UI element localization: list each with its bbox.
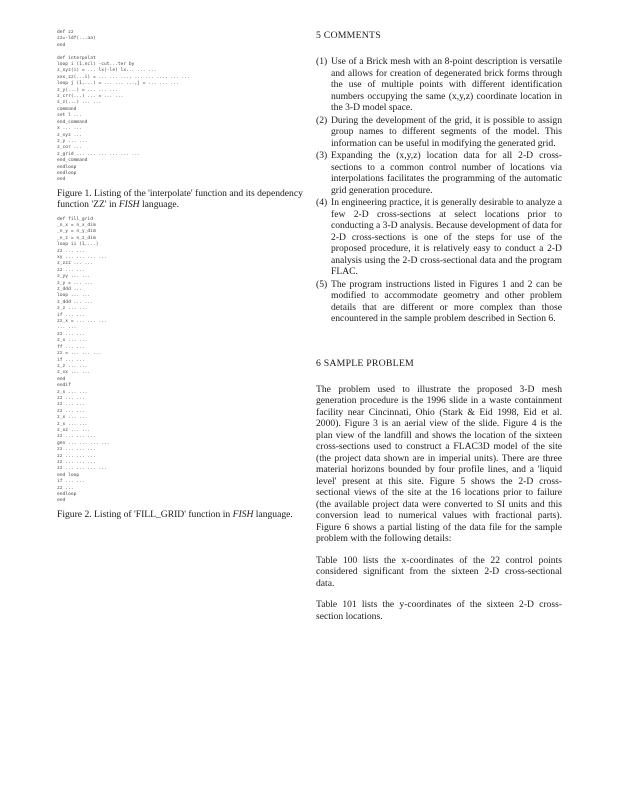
code-line: zz_x = ... ... ... — [57, 319, 107, 325]
comment-number: (3) — [316, 150, 328, 161]
comment-item — [316, 150, 562, 196]
code-line: if ... ... — [57, 479, 85, 485]
comment-number: (2) — [316, 114, 328, 126]
code-line: def fill_grid — [57, 216, 93, 222]
comment-text: Expanding the (x,y,z) location data for all 2-D cross-sections to a common control number of locations via interpolations facilitates the programming of the automatic grid generation procedure. — [331, 150, 562, 196]
code-line: gen ... ... ... ... — [57, 440, 110, 446]
code-line: def interpolat — [57, 55, 96, 61]
code-line: end — [57, 177, 66, 183]
code-line: z_x ... ... — [57, 415, 88, 421]
code-line: z_z ... ... — [57, 363, 88, 369]
code-line: loop i (1,ncl) -cut...ter by — [57, 62, 135, 68]
code-line: z_grid ... ... ... ... ... ... — [57, 151, 140, 157]
code-line: z_xyz(i) = ... lx(-le) lx... ... ... — [57, 68, 157, 74]
code-line: end_command — [57, 158, 88, 164]
comments-list — [316, 56, 562, 325]
comment-number: (1) — [316, 56, 328, 67]
code-line: if ... ... — [57, 312, 85, 318]
code-line: zz ... ... — [57, 331, 85, 337]
code-line: x ... ... — [57, 126, 82, 132]
code-line: _n_z = n_z_dim — [57, 235, 96, 241]
code-line: z_cor ... — [57, 145, 82, 151]
code-line: z_x ... ... — [57, 421, 88, 427]
code-line: zz = ... ... ... — [57, 351, 102, 357]
code-line: ff ... ... — [57, 344, 85, 350]
comment-text: Use of a Brick mesh with an 8-point description is versatile and allows for creation of degenerated brick forms through the use of multiple points with different identification numbers occupying the same (x,y,z) coordinate location in the 3-D model space. — [331, 56, 562, 113]
code-line: z_crr(...) ... = ... ... — [57, 94, 124, 100]
code-line: z_yy ... ... — [57, 274, 91, 280]
comment-text: The program instructions listed in Figures 1 and 2 can be modified to accommodate geometry and other problem details that are different or more complex than those encountered in the sample problem described in Section 6. — [331, 278, 562, 324]
code-line: z_y(...) = ... ... ... — [57, 87, 118, 93]
figure1-code-listing — [57, 30, 311, 184]
code-line: zz ... ... ... — [57, 453, 96, 459]
code-line: if ... ... — [57, 357, 85, 363]
code-line: z_y ... ... — [57, 138, 88, 144]
code-line: _n_x = n_x_dim — [57, 222, 96, 228]
code-line: xy ... ... ... ... — [57, 255, 107, 260]
figure2-caption-language: FISH — [232, 508, 254, 520]
code-line: zz ... ... — [57, 408, 85, 414]
code-line: z_z ... ... — [57, 306, 88, 312]
code-line: endif — [57, 383, 71, 389]
code-line: end — [57, 42, 66, 48]
code-line: loop j (1,...) = ... ... ...,j = ... ... ... — [57, 81, 179, 87]
code-line: z_x ... ... — [57, 389, 88, 395]
comment-item — [316, 115, 562, 150]
figure2-caption — [57, 509, 311, 520]
code-line: zz ... ... — [57, 267, 85, 273]
section6-paragraph-3: Table 101 lists the y-coordinates of the sixteen 2-D cross-section locations. — [316, 599, 562, 622]
code-line: def zz — [57, 30, 74, 35]
comment-text: During the development of the grid, it is possible to assign group names to different segments of the model. This information can be useful in modifying the generated grid. — [331, 114, 562, 149]
code-line: endloop — [57, 170, 77, 176]
code-line: zz ... ... — [57, 248, 85, 254]
figure1-caption — [57, 188, 311, 211]
code-line: z_xx ... ... — [57, 370, 91, 376]
section6-paragraph-2: Table 100 lists the x-coordinates of the 22 control points considered significant from the sixteen 2-D cross-sectional data. — [316, 554, 562, 589]
code-line: end — [57, 376, 66, 382]
comment-item — [316, 197, 562, 278]
comment-item — [316, 279, 562, 325]
code-line: z_y = ... ... — [57, 280, 93, 286]
comment-item — [316, 56, 562, 114]
section6-title: 6 SAMPLE PROBLEM — [316, 357, 414, 369]
code-line: zz ... — [57, 485, 74, 491]
code-line: end loop — [57, 472, 80, 478]
figure1-caption-text: Figure 1. Listing of the 'interpolate' function and its dependency function 'ZZ' in — [57, 187, 303, 211]
figure1-caption-tail: language. — [139, 199, 180, 211]
code-line: zz ... ... — [57, 402, 85, 408]
code-line: end_command — [57, 119, 88, 125]
figure2-caption-text: Figure 2. Listing of 'FILL_GRID' function in — [57, 508, 233, 520]
code-line: zz ... ... ... — [57, 447, 96, 453]
code-line: endloop — [57, 492, 77, 498]
code-line: zz ... ... ... ... — [57, 466, 107, 472]
code-line: z_zzz ... ... — [57, 261, 93, 267]
code-line: zz ... ... ... — [57, 434, 96, 440]
code-line: zz ... ... — [57, 395, 85, 401]
code-line: command — [57, 106, 77, 112]
code-line: zz ... ... ... — [57, 460, 96, 465]
code-line: z_x ... ... — [57, 338, 88, 344]
comment-number: (4) — [316, 197, 328, 208]
figure1-caption-language: FISH — [118, 199, 140, 211]
right-column — [316, 30, 562, 632]
code-line: zz=-ldf(...aa) — [57, 36, 96, 42]
code-line: set l ... — [57, 113, 82, 119]
code-line: loop ... ... — [57, 293, 91, 299]
figure2-code-listing — [57, 217, 311, 505]
section5-title: 5 COMMENTS — [316, 30, 381, 41]
code-line: z_z(...) ... ... — [57, 100, 102, 106]
code-line: xxx_zz(...i) = ... ... ..., ... ... ..., ... ... — [57, 74, 190, 80]
code-line: _n_y = n_y_dim — [57, 229, 96, 235]
code-line: ... ... — [57, 325, 77, 331]
left-column — [57, 30, 311, 526]
code-line: loop ii (1,...) — [57, 242, 99, 248]
figure2-caption-tail: language. — [253, 508, 293, 520]
comment-text: In engineering practice, it is generally desirable to analyze a few 2-D cross-sections at select locations prior to conducting a 3-D analysis. Because development of data for 2-D cross-sections is one of the steps for use of the proposed procedure, it is relatively easy to conduct a 2-D analysis using the 2-D cross-sectional data and the program FLAC. — [331, 197, 562, 277]
code-line: end — [57, 498, 66, 504]
code-line: z_xz ... ... — [57, 427, 91, 433]
section6-paragraph-1: The problem used to illustrate the proposed 3-D mesh generation procedure is the 1996 slide in a waste containment facility near Cincinnati, Ohio (Stark & Eid 1998, Eid et al. 2000). Figure 3 is an aerial view of the slide. Figure 4 is the plan view of the landfill and shows the location of the sixteen cross-sections used to construct a FLAC3D model of the site (the project data shown are in imperial units). There are three material horizons bounded by four profile lines, and a 'liquid level' present at this site. Figure 5 shows the 2-D cross-sectional views of the site at the 16 locations prior to failure (the available project data were converted to SI units and this conversion lead to numerical values with fractional parts). Figure 6 shows a partial listing of the data file for the sample problem with the following details: — [316, 383, 562, 544]
code-line: z_ddd ... ... — [57, 299, 93, 305]
code-line: z_xyz ... — [57, 132, 82, 138]
code-line: z_ddd ... — [57, 287, 82, 293]
comment-number: (5) — [316, 278, 328, 290]
code-line: endloop — [57, 164, 77, 170]
